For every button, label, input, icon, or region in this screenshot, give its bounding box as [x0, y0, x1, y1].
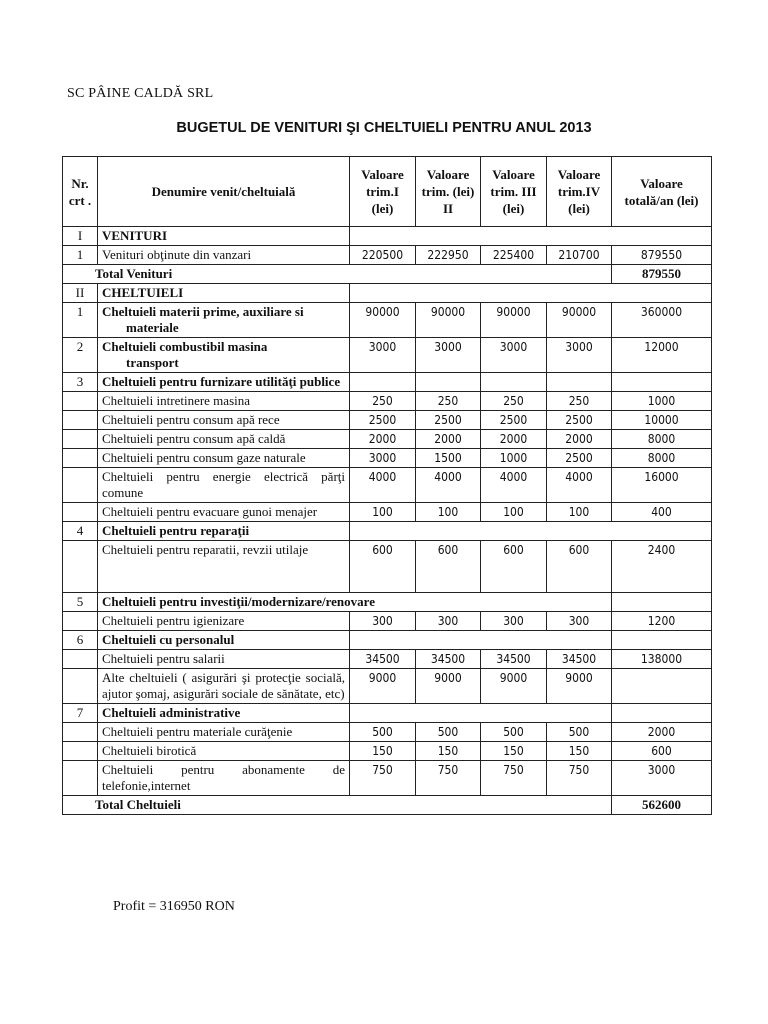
- table-row: [63, 468, 712, 503]
- row-total: 1000: [612, 392, 712, 411]
- section-label: CHELTUIELI: [98, 284, 350, 303]
- row-q4: 210700: [547, 246, 612, 265]
- table-row: [63, 411, 712, 430]
- row-label: Venituri obţinute din vanzari: [98, 246, 350, 265]
- row-label: Cheltuieli pentru salarii: [98, 650, 350, 669]
- row-q4: 2000: [547, 430, 612, 449]
- subsection-row-investitii: [63, 593, 712, 612]
- total-venituri-value: 879550: [612, 265, 712, 284]
- row-q4: 100: [547, 503, 612, 522]
- row-q3: 300: [481, 612, 547, 631]
- header-q4: Valoare trim.IV (lei): [547, 157, 612, 227]
- row-q1: 4000: [350, 468, 416, 503]
- row-total: 12000: [612, 338, 712, 373]
- row-nr: [63, 411, 98, 430]
- row-q3: 600: [481, 541, 547, 593]
- row-q2: 90000: [416, 303, 481, 338]
- total-cheltuieli-row: [63, 796, 712, 815]
- row-nr: 1: [63, 303, 98, 338]
- row-nr: [63, 430, 98, 449]
- row-q4: 250: [547, 392, 612, 411]
- total-venituri-label: Total Venituri: [63, 265, 612, 284]
- table-row: [63, 338, 712, 373]
- row-q2: 250: [416, 392, 481, 411]
- row-q4: 34500: [547, 650, 612, 669]
- section-row-venituri: [63, 227, 712, 246]
- row-q4: 2500: [547, 449, 612, 468]
- row-q1: 500: [350, 723, 416, 742]
- row-nr: 4: [63, 522, 98, 541]
- row-label-line2: materiale: [126, 320, 179, 335]
- row-label-line1: Cheltuieli combustibil masina: [102, 339, 268, 354]
- row-label: Cheltuieli birotică: [98, 742, 350, 761]
- table-row: [63, 449, 712, 468]
- row-q1: 150: [350, 742, 416, 761]
- row-total: 360000: [612, 303, 712, 338]
- row-q2: 2500: [416, 411, 481, 430]
- row-label: Cheltuieli pentru reparatii, revzii utilaje: [98, 541, 350, 593]
- row-label: Cheltuieli pentru igienizare: [98, 612, 350, 631]
- row-q3: 100: [481, 503, 547, 522]
- total-cheltuieli-label: Total Cheltuieli: [63, 796, 612, 815]
- company-name: SC PÂINE CALDĂ SRL: [67, 86, 214, 101]
- row-label: Cheltuieli pentru abonamente de telefonie,internet: [98, 761, 350, 796]
- document-title: BUGETUL DE VENITURI ŞI CHELTUIELI PENTRU ANUL 2013: [176, 120, 592, 136]
- row-total: 3000: [612, 761, 712, 796]
- row-label: Cheltuieli cu personalul: [98, 631, 350, 650]
- row-label: Cheltuieli pentru energie electrică părţi comune: [98, 468, 350, 503]
- row-q1: 34500: [350, 650, 416, 669]
- subsection-row-utilitati: [63, 373, 712, 392]
- row-nr: 6: [63, 631, 98, 650]
- row-nr: [63, 650, 98, 669]
- row-label: Cheltuieli pentru consum gaze naturale: [98, 449, 350, 468]
- row-total: 1200: [612, 612, 712, 631]
- row-q3: 90000: [481, 303, 547, 338]
- row-label: Cheltuieli pentru consum apă caldă: [98, 430, 350, 449]
- subsection-row-reparatii: [63, 522, 712, 541]
- row-total: 879550: [612, 246, 712, 265]
- row-total: 8000: [612, 449, 712, 468]
- row-q3: 2000: [481, 430, 547, 449]
- row-nr: [63, 468, 98, 503]
- row-total: 8000: [612, 430, 712, 449]
- row-q3: 34500: [481, 650, 547, 669]
- header-q1: Valoare trim.I (lei): [350, 157, 416, 227]
- row-q1: 9000: [350, 669, 416, 704]
- row-q3: 9000: [481, 669, 547, 704]
- row-q2: 9000: [416, 669, 481, 704]
- row-total: 10000: [612, 411, 712, 430]
- header-nr: Nr. crt .: [63, 157, 98, 227]
- table-row: [63, 246, 712, 265]
- header-q2: Valoare trim. (lei) II: [416, 157, 481, 227]
- section-label: VENITURI: [98, 227, 350, 246]
- row-q3: 250: [481, 392, 547, 411]
- row-q4: 4000: [547, 468, 612, 503]
- profit-summary: Profit = 316950 RON: [113, 899, 235, 914]
- row-label-line1: Cheltuieli materii prime, auxiliare si: [102, 304, 304, 319]
- row-total: 138000: [612, 650, 712, 669]
- row-q2: 3000: [416, 338, 481, 373]
- total-cheltuieli-value: 562600: [612, 796, 712, 815]
- header-total: Valoare totală/an (lei): [612, 157, 712, 227]
- row-total: 400: [612, 503, 712, 522]
- row-q3: 225400: [481, 246, 547, 265]
- row-label: Cheltuieli intretinere masina: [98, 392, 350, 411]
- row-label: [98, 338, 350, 373]
- row-nr: [63, 503, 98, 522]
- row-total: [612, 669, 712, 704]
- section-nr: I: [63, 227, 98, 246]
- header-q3: Valoare trim. III (lei): [481, 157, 547, 227]
- table-row: [63, 669, 712, 704]
- row-q4: 300: [547, 612, 612, 631]
- row-q4: 90000: [547, 303, 612, 338]
- row-nr: [63, 392, 98, 411]
- row-q4: 150: [547, 742, 612, 761]
- table-row: [63, 303, 712, 338]
- row-nr: [63, 723, 98, 742]
- row-q1: 2000: [350, 430, 416, 449]
- row-q4: 2500: [547, 411, 612, 430]
- row-q2: 150: [416, 742, 481, 761]
- row-total: 16000: [612, 468, 712, 503]
- table-row: [63, 430, 712, 449]
- row-q1: 250: [350, 392, 416, 411]
- row-q4: 3000: [547, 338, 612, 373]
- row-q2: 222950: [416, 246, 481, 265]
- row-label: Cheltuieli pentru consum apă rece: [98, 411, 350, 430]
- row-q2: 100: [416, 503, 481, 522]
- section-row-cheltuieli: [63, 284, 712, 303]
- row-nr: 1: [63, 246, 98, 265]
- row-q2: 600: [416, 541, 481, 593]
- row-q1: 220500: [350, 246, 416, 265]
- row-nr: [63, 541, 98, 593]
- row-label: Cheltuieli pentru reparaţii: [98, 522, 350, 541]
- row-nr: [63, 742, 98, 761]
- row-q4: 9000: [547, 669, 612, 704]
- row-q1: 300: [350, 612, 416, 631]
- row-q3: 150: [481, 742, 547, 761]
- row-label: Cheltuieli pentru materiale curăţenie: [98, 723, 350, 742]
- row-nr: 7: [63, 704, 98, 723]
- row-nr: [63, 669, 98, 704]
- row-q3: 4000: [481, 468, 547, 503]
- table-row: [63, 650, 712, 669]
- row-q1: 3000: [350, 338, 416, 373]
- row-q2: 34500: [416, 650, 481, 669]
- table-header-row: [63, 157, 712, 227]
- row-q2: 500: [416, 723, 481, 742]
- subsection-row-administrative: [63, 704, 712, 723]
- row-q3: 1000: [481, 449, 547, 468]
- total-venituri-row: [63, 265, 712, 284]
- row-label: Cheltuieli administrative: [98, 704, 350, 723]
- row-q1: 2500: [350, 411, 416, 430]
- row-q1: 100: [350, 503, 416, 522]
- table-row: [63, 723, 712, 742]
- row-q1: 600: [350, 541, 416, 593]
- row-q4: 750: [547, 761, 612, 796]
- row-q1: 3000: [350, 449, 416, 468]
- header-denumire: Denumire venit/cheltuială: [98, 157, 350, 227]
- row-q2: 4000: [416, 468, 481, 503]
- table-row: [63, 612, 712, 631]
- row-q3: 3000: [481, 338, 547, 373]
- row-q2: 750: [416, 761, 481, 796]
- row-label: [98, 303, 350, 338]
- row-label: Cheltuieli pentru investiţii/modernizare/renovare: [98, 593, 612, 612]
- row-total: 600: [612, 742, 712, 761]
- table-row: [63, 503, 712, 522]
- row-label-line2: transport: [126, 355, 179, 370]
- table-row: [63, 742, 712, 761]
- row-q2: 300: [416, 612, 481, 631]
- row-q3: 750: [481, 761, 547, 796]
- section-nr: II: [63, 284, 98, 303]
- table-row: [63, 392, 712, 411]
- row-q3: 2500: [481, 411, 547, 430]
- row-q4: 600: [547, 541, 612, 593]
- row-nr: 2: [63, 338, 98, 373]
- row-nr: 3: [63, 373, 98, 392]
- row-label: Cheltuieli pentru evacuare gunoi menajer: [98, 503, 350, 522]
- row-q1: 90000: [350, 303, 416, 338]
- subsection-row-personal: [63, 631, 712, 650]
- row-nr: [63, 761, 98, 796]
- row-q3: 500: [481, 723, 547, 742]
- row-q4: 500: [547, 723, 612, 742]
- row-q2: 1500: [416, 449, 481, 468]
- row-label: Cheltuieli pentru furnizare utilităţi publice: [98, 373, 350, 392]
- table-row: [63, 761, 712, 796]
- row-total: 2400: [612, 541, 712, 593]
- table-row: [63, 541, 712, 593]
- row-label: Alte cheltuieli ( asigurări şi protecţie socială, ajutor şomaj, asigurări sociale de sănătate, etc): [98, 669, 350, 704]
- row-nr: 5: [63, 593, 98, 612]
- row-total: 2000: [612, 723, 712, 742]
- budget-table: [62, 156, 712, 815]
- row-q1: 750: [350, 761, 416, 796]
- row-q2: 2000: [416, 430, 481, 449]
- row-nr: [63, 612, 98, 631]
- row-nr: [63, 449, 98, 468]
